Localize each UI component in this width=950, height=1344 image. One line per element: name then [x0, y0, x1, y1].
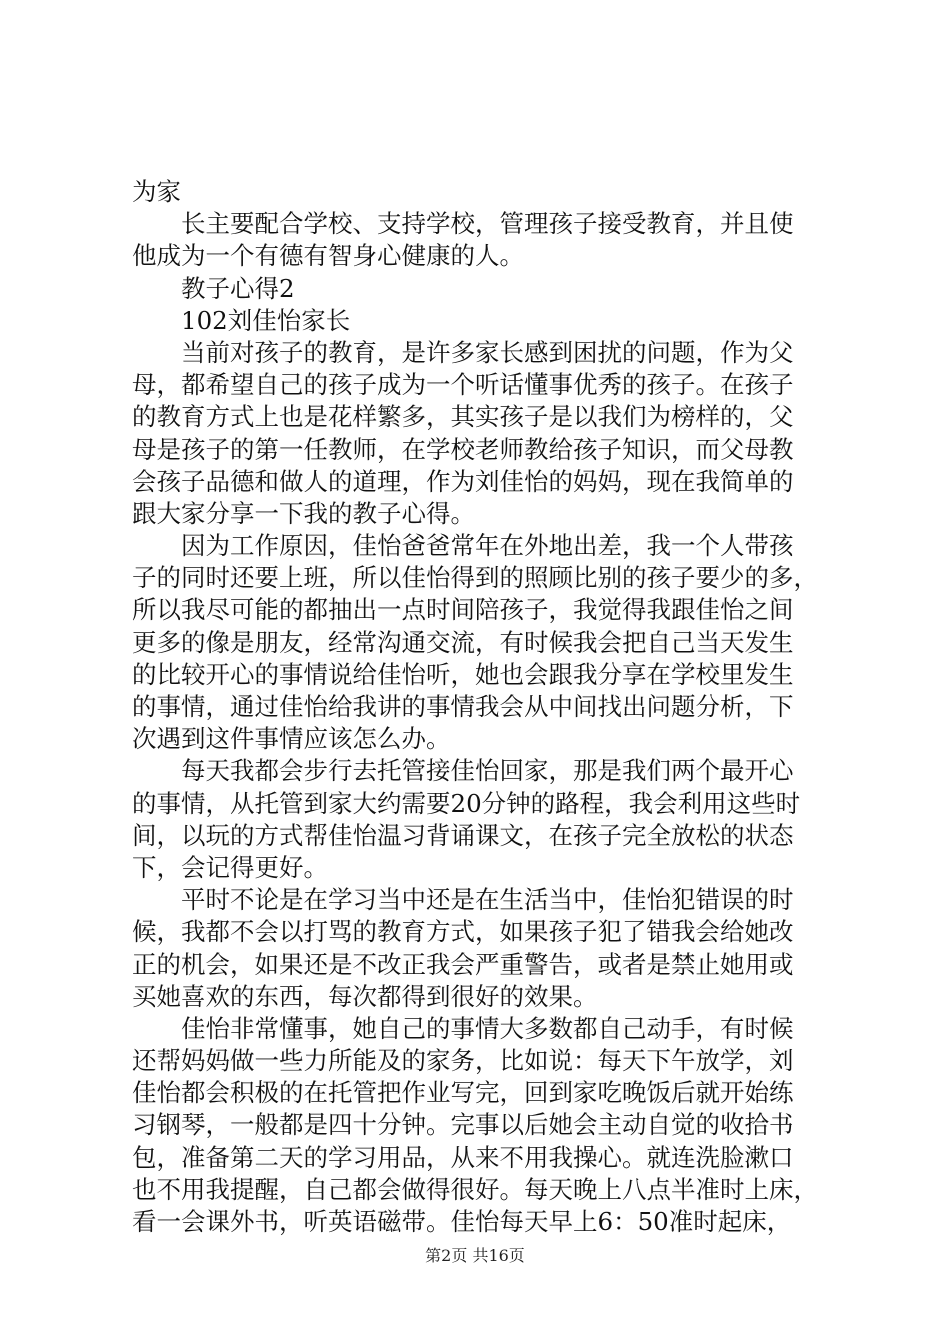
text-line: 买她喜欢的东西，每次都得到很好的效果。 — [132, 981, 598, 1011]
text-line: 看一会课外书，听英语磁带。佳怡每天早上6：50准时起床， — [132, 1207, 792, 1236]
text-line: 他成为一个有德有智身心健康的人。 — [132, 241, 524, 271]
text-line: 的事情，从托管到家大约需要20分钟的路程，我会利用这些时 — [132, 788, 801, 818]
text-line: 因为工作原因，佳怡爸爸常年在外地出差，我一个人带孩 — [181, 531, 794, 561]
text-line: 间，以玩的方式帮佳怡温习背诵课文，在孩子完全放松的状态 — [132, 820, 794, 850]
text-line: 次遇到这件事情应该怎么办。 — [132, 724, 451, 754]
section-heading: 教子心得2 — [181, 273, 295, 303]
text-line: 正的机会，如果还是不改正我会严重警告，或者是禁止她用或 — [132, 949, 794, 979]
author-line: 102刘佳怡家长 — [181, 305, 351, 335]
document-body — [132, 176, 834, 1238]
text-line: 佳怡都会积极的在托管把作业写完，回到家吃晚饭后就开始练 — [132, 1078, 794, 1108]
text-line: 的比较开心的事情说给佳怡听，她也会跟我分享在学校里发生 — [132, 659, 794, 689]
text-line: 更多的像是朋友，经常沟通交流，有时候我会把自己当天发生 — [132, 627, 794, 657]
text-line: 母是孩子的第一任教师，在学校老师教给孩子知识，而父母教 — [132, 434, 794, 464]
text-line: 会孩子品德和做人的道理，作为刘佳怡的妈妈，现在我简单的 — [132, 466, 794, 496]
text-line: 候，我都不会以打骂的教育方式，如果孩子犯了错我会给她改 — [132, 917, 794, 947]
text-line: 下，会记得更好。 — [132, 852, 328, 882]
text-line: 跟大家分享一下我的教子心得。 — [132, 498, 475, 528]
text-line: 所以我尽可能的都抽出一点时间陪孩子，我觉得我跟佳怡之间 — [132, 595, 794, 625]
text-line: 母，都希望自己的孩子成为一个听话懂事优秀的孩子。在孩子 — [132, 370, 794, 400]
text-line: 佳怡非常懂事，她自己的事情大多数都自己动手，有时候 — [181, 1013, 794, 1043]
text-line: 也不用我提醒，自己都会做得很好。每天晚上八点半准时上床， — [132, 1174, 818, 1204]
text-line-content: 长主要配合学校、支持学校，管理孩子接受教育，并且使 — [181, 209, 794, 239]
text-line: 子的同时还要上班，所以佳怡得到的照顾比别的孩子要少的多， — [132, 563, 818, 593]
text-line: 的事情，通过佳怡给我讲的事情我会从中间找出问题分析，下 — [132, 692, 794, 721]
text-line: 还帮妈妈做一些力所能及的家务，比如说：每天下午放学，刘 — [132, 1046, 794, 1076]
text-line: 习钢琴，一般都是四十分钟。完事以后她会主动自觉的收拾书 — [132, 1110, 794, 1140]
text-line: 的教育方式上也是花样繁多，其实孩子是以我们为榜样的，父 — [132, 402, 794, 432]
text-line: 平时不论是在学习当中还是在生活当中，佳怡犯错误的时 — [181, 885, 794, 915]
text-line: 为家 — [132, 177, 181, 206]
text-line — [132, 208, 834, 240]
text-line: 包，准备第二天的学习用品，从来不用我操心。就连洗脸漱口 — [132, 1142, 794, 1172]
page-number: 第2页 共16页 — [425, 1246, 525, 1265]
text-line: 每天我都会步行去托管接佳怡回家，那是我们两个最开心 — [181, 756, 794, 786]
page-footer — [0, 1243, 950, 1266]
text-line: 当前对孩子的教育，是许多家长感到困扰的问题，作为父 — [181, 337, 794, 367]
